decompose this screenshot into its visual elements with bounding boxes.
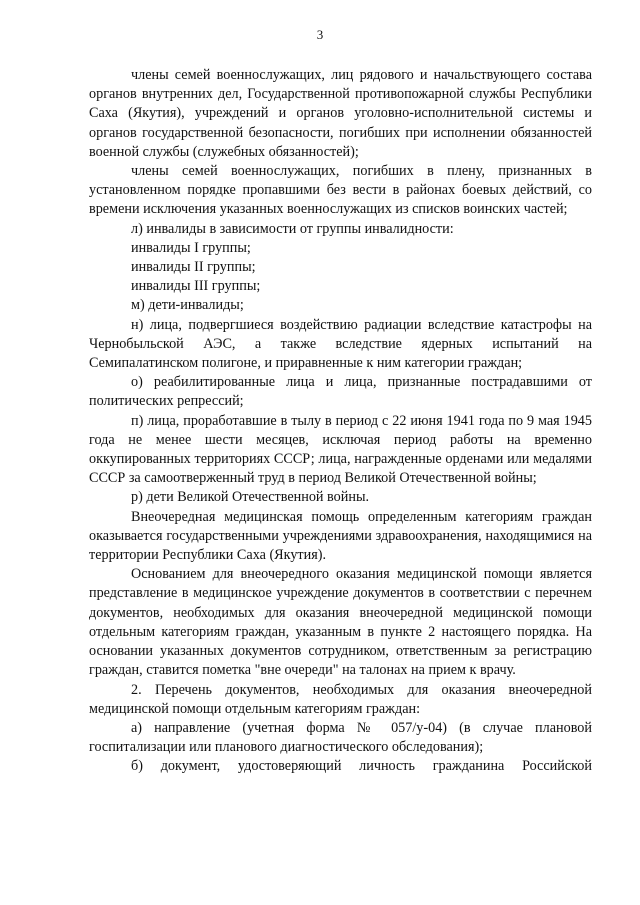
paragraph: н) лица, подвергшиеся воздействию радиации вследствие катастрофы на Чернобыльской АЭС, а также вследствие ядерных испытаний на Семипалатинском полигоне, и приравненные к ним категории граждан; [89, 316, 592, 372]
paragraph: инвалиды II группы; [131, 259, 256, 276]
paragraph: р) дети Великой Отечественной войны. [131, 489, 370, 506]
paragraph: а) направление (учетная форма № 057/у-04) (в случае плановой госпитализации или планового диагностического обследования); [89, 719, 592, 756]
paragraph: Основанием для внеочередного оказания медицинской помощи является представление в медицинское учреждение документов в соответствии с перечнем документов, необходимых для оказания внеочередной медицинской помощи отдельным категориям граждан, указанным в пункте 2 настоящего порядка. На основании указанных документов сотрудником, ответственным за регистрацию граждан, ставится пометка "вне очереди" на талонах на прием к врачу. [89, 566, 592, 679]
paragraph: м) дети-инвалиды; [131, 297, 244, 314]
paragraph: п) лица, проработавшие в тылу в период с 22 июня 1941 года по 9 мая 1945 года не менее шести месяцев, исключая период работы на временно оккупированных территориях СССР; лица, награжденные орденами или медалями СССР за самоотверженный труд в период Великой Отечественной войны; [89, 412, 592, 487]
paragraph: л) инвалиды в зависимости от группы инвалидности: [131, 220, 454, 237]
page-number: 3 [316, 27, 324, 42]
paragraph: 2. Перечень документов, необходимых для оказания внеочередной медицинской помощи отдельным категориям граждан: [89, 681, 592, 717]
document-body [89, 66, 592, 777]
paragraph: члены семей военнослужащих, погибших в плену, признанных в установленном порядке пропавшими без вести в районах боевых действий, со времени исключения указанных военнослужащих из списков воинских частей; [89, 163, 592, 218]
paragraph: б) документ, удостоверяющий личность гражданина Российской [131, 758, 592, 775]
paragraph: о) реабилитированные лица и лица, признанные пострадавшими от политических репрессий; [89, 374, 592, 410]
paragraph: члены семей военнослужащих, лиц рядового и начальствующего состава органов внутренних дел, Государственной противопожарной службы Республики Саха (Якутия), учреждений и органов уголовно-исполнительной системы и органов государственной безопасности, погибших при исполнении обязанностей военной службы (служебных обязанностей); [89, 67, 592, 160]
paragraph: инвалиды I группы; [131, 239, 251, 256]
paragraph: инвалиды III группы; [131, 278, 261, 295]
paragraph: Внеочередная медицинская помощь определенным категориям граждан оказывается государственными учреждениями здравоохранения, находящимися на территории Республики Саха (Якутия). [89, 508, 592, 564]
